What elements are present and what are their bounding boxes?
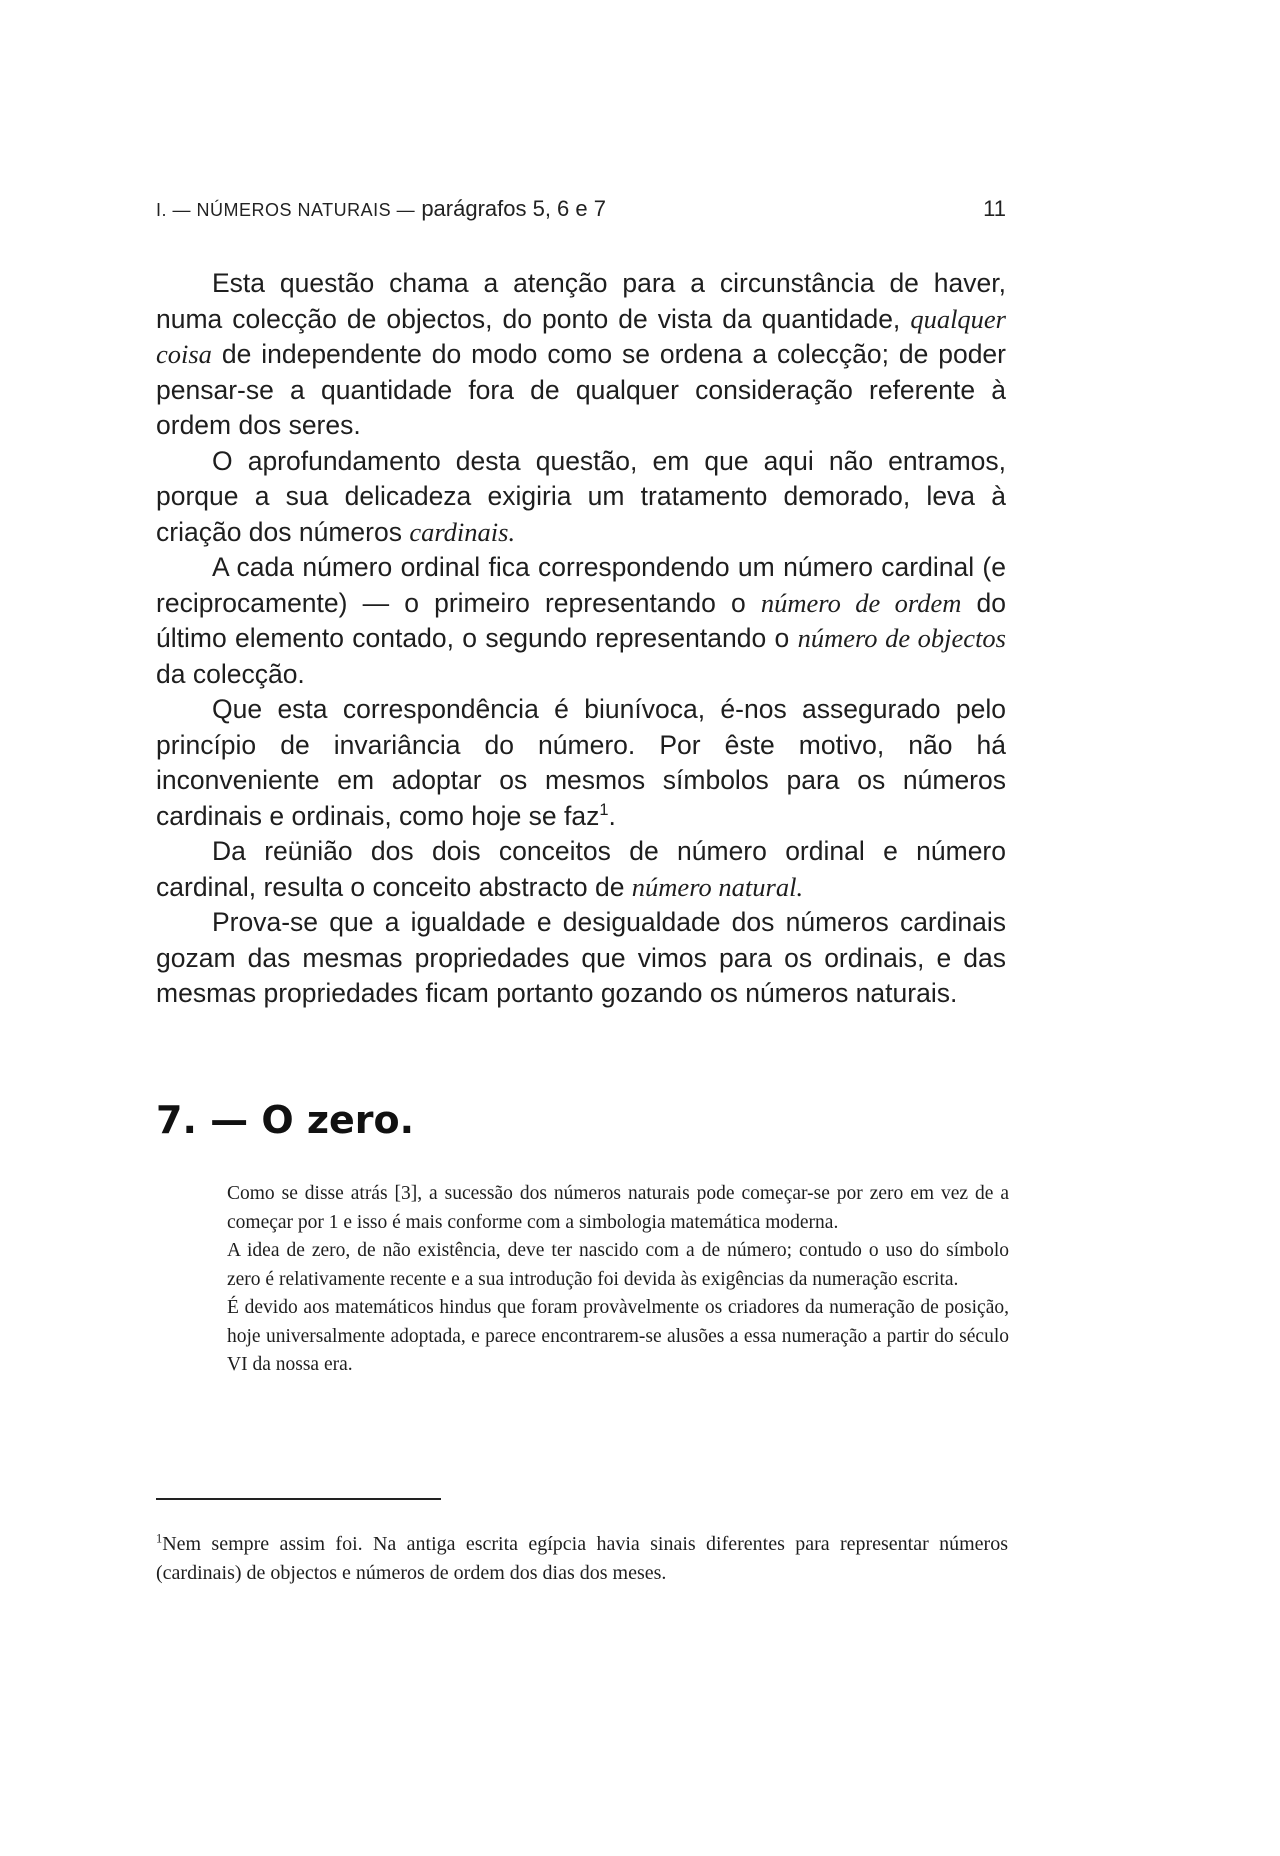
paragraph [156,692,1006,834]
page-number: 11 [983,196,1006,221]
text-span: do último elemento contado, o segundo representando o [156,587,1006,653]
paragraph: É devido aos matemáticos hindus que foram provàvelmente os criadores da numeração de posição, hoje universalmente adoptada, e parece encontrarem-se alusões a essa numeração a partir do século VI da nossa era. [227,1297,1009,1375]
running-head [156,196,1006,222]
footnote [156,1530,1008,1588]
paragraph: A idea de zero, de não existência, deve ter nascido com a de número; contudo o uso do símbolo zero é relativamente recente e a sua introdução foi devida às exigências da numeração escrita. [227,1240,1009,1290]
emphasis: número de objectos [797,623,1006,653]
section-heading: 7. — O zero. [156,1098,415,1142]
paragraph [156,444,1006,551]
text-span: da colecção. [156,658,305,689]
emphasis: número natural. [631,871,804,902]
footnote-reference: 1 [599,800,609,819]
section-text [227,1180,1009,1380]
paragraph: Prova-se que a igualdade e desigualdade dos números cardinais gozam das mesmas propriedades que vimos para os ordinais, e das mesmas propriedades ficam portanto gozando os números naturais. [156,907,1006,1008]
text-span: Que esta correspondência é biunívoca, é-nos assegurado pelo princípio de invariância do número. Por êste motivo, não há inconveniente em adoptar os mesmos símbolos para os números cardinais e ordinais, como hoje se faz [156,694,1006,831]
text-span: Da reünião dos dois conceitos de número ordinal e número cardinal, resulta o conceito abstracto de [156,836,1006,902]
text-span: Esta questão chama a atenção para a circunstância de haver, numa colecção de objectos, do ponto de vista da quantidade, [156,268,1006,334]
footnote-text: Nem sempre assim foi. Na antiga escrita egípcia havia sinais diferentes para representar números (cardinais) de objectos e números de ordem dos dias dos meses. [156,1533,1008,1584]
footnote-marker: 1 [156,1531,163,1546]
paragraph: Como se disse atrás [3], a sucessão dos números naturais pode começar-se por zero em vez de a começar por 1 e isso é mais conforme com a simbologia matemática moderna. [227,1183,1009,1233]
text-span: A cada número ordinal fica correspondendo um número cardinal (e reciprocamente) — o primeiro representando o [156,552,1006,618]
footnote-divider [156,1498,441,1500]
text-span: . [608,800,616,831]
emphasis: cardinais. [409,516,516,547]
paragraph [156,266,1006,444]
text-span: O aprofundamento desta questão, em que aqui não entramos, porque a sua delicadeza exigiria um tratamento demorado, leva à criação dos números [156,445,1006,547]
emphasis: número de ordem [760,587,962,618]
text-span: de independente do modo como se ordena a colecção; de poder pensar-se a quantidade fora de qualquer consideração referente à ordem dos seres. [156,339,1006,440]
main-text [156,266,1006,1012]
paragraph [156,834,1006,905]
paragraph [156,550,1006,692]
chapter-title: I. — NÚMEROS NATURAIS — [156,200,416,220]
emphasis: qualquer coisa [156,303,1006,369]
section-reference: parágrafos 5, 6 e 7 [421,196,606,221]
